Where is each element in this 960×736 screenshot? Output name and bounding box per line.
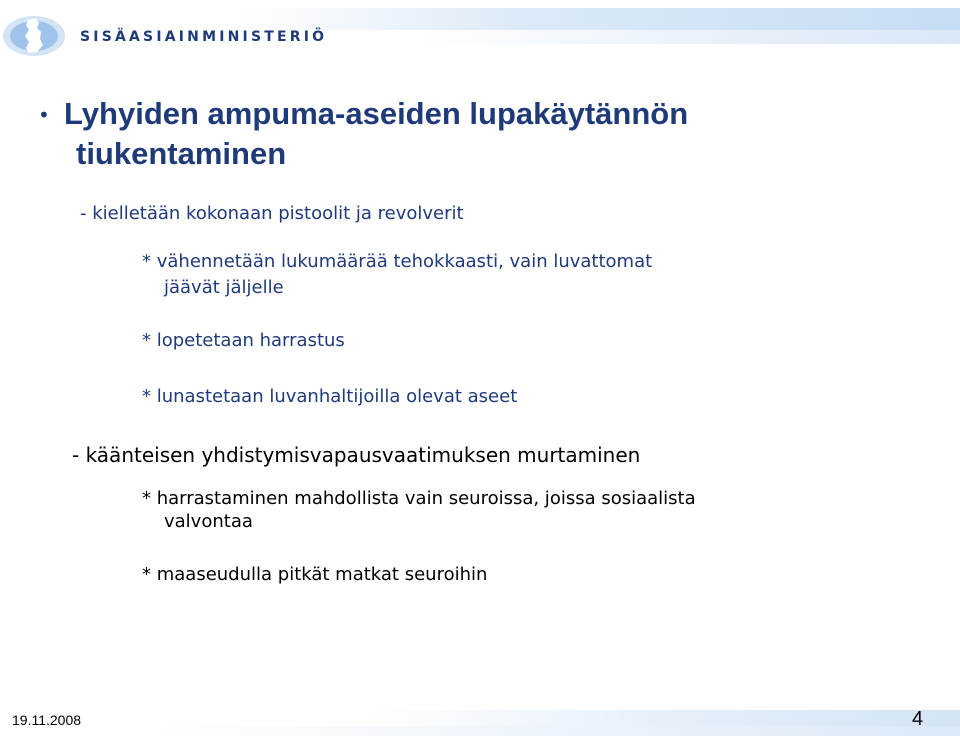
list-item: * lunastetaan luvanhaltijoilla olevat aseet <box>142 386 518 407</box>
footer-decor-band-secondary <box>150 726 960 736</box>
title-line-1: Lyhyiden ampuma-aseiden lupakäytännön <box>64 96 689 131</box>
list-item: * lopetetaan harrastus <box>142 330 345 351</box>
header-decor-band-secondary <box>420 30 960 44</box>
ministry-name: SISÄASIAINMINISTERIÖ <box>80 29 328 45</box>
page-number: 4 <box>912 708 924 730</box>
list-item: * vähennetään lukumäärää tehokkaasti, vain luvattomat <box>142 251 653 272</box>
slide-title <box>64 94 884 174</box>
list-item: jäävät jäljelle <box>164 277 284 298</box>
title-bullet: • <box>38 103 50 127</box>
title-line-2: tiukentaminen <box>76 136 287 171</box>
footer-decor-band <box>360 710 960 726</box>
list-item: valvontaa <box>164 511 253 532</box>
list-item: * harrastaminen mahdollista vain seuroissa, joissa sosiaalista <box>142 488 696 509</box>
header-decor-band <box>240 8 960 30</box>
finland-map-logo-icon <box>2 14 66 58</box>
list-item: * maaseudulla pitkät matkat seuroihin <box>142 564 488 585</box>
list-item: - kielletään kokonaan pistoolit ja revolverit <box>80 203 464 224</box>
list-item: - käänteisen yhdistymisvapausvaatimuksen murtaminen <box>72 443 641 467</box>
footer-date: 19.11.2008 <box>12 712 82 728</box>
